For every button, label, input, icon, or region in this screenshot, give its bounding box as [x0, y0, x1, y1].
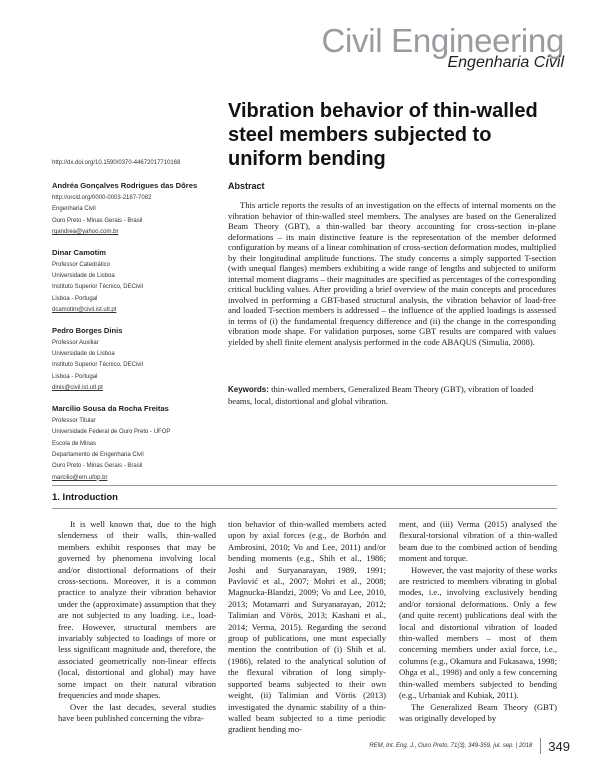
author-email[interactable]: marcilio@em.ufop.br — [52, 474, 108, 481]
journal-name: Civil Engineering — [321, 22, 564, 59]
body-column-1 — [58, 519, 216, 724]
affiliation-line: Lisboa - Portugal — [52, 295, 98, 302]
journal-masthead — [321, 22, 564, 72]
author-name: Dinar Camotim — [52, 247, 107, 257]
footer-citation: REM, Int. Eng. J., Ouro Preto, 71(3), 349-359, jul. sep. | 2018 — [369, 743, 533, 749]
page-number: 349 — [548, 738, 570, 754]
paragraph: tion behavior of thin-walled members acted upon by axial forces (e.g., de Borbón and Ambrosini, 2010; Vo and Lee, 2011) and/or bending moments (e.g., Shih et al., 1986; Joshi and Suryanarayan, 1989, 1991; Pavlović et al., 2007; Mohri et al., 2008; Magnucka-Blandzi, 2009; Vo and Lee, 2010, 2013; Motamarri and Suryanarayan, 2012; Talimian and Vörös, 2013; Kashani et al., 2014; Verma, 2015). Regarding the second group of publications, one must especially mention the contribution of (i) Shih et al. (1986), related to the analytical solution of the flexural vibration of long simply-supported beams subjected to their own weight, (ii) Talimian and Vörös (2013) investigated the dynamic stability of a thin-walled beam subjected to a time periodic gradient bending mo- — [228, 519, 386, 735]
page-footer — [369, 738, 570, 754]
author-email[interactable]: dinis@civil.ist.utl.pt — [52, 385, 103, 392]
keywords-list: thin-walled members, Generalized Beam Theory (GBT), vibration of loaded beams, local, distortional and global vibration. — [228, 384, 534, 406]
paragraph: ment, and (iii) Verma (2015) analysed the flexural-torsional vibration of a thin-walled beam due to the combined action of bending moment and torque. — [399, 519, 557, 564]
affiliation-line: Instituto Superior Técnico, DECivil — [52, 362, 143, 369]
affiliation-line: Lisboa - Portugal — [52, 373, 98, 380]
affiliation-line: Universidade Federal de Ouro Preto - UFOP — [52, 429, 171, 436]
paragraph: Over the last decades, several studies have been published concerning the vibra- — [58, 701, 216, 723]
author-name: Andréa Gonçalves Rodrigues das Dôres — [52, 181, 198, 190]
journal-subtitle: Engenharia Civil — [447, 54, 564, 71]
orcid-link[interactable]: http://orcid.org/0000-0003-2187-7082 — [52, 195, 152, 201]
footer-divider — [540, 738, 541, 754]
abstract-text: This article reports the results of an investigation on the effects of internal moments on the vibration behavior of thin-walled steel members. The analyses are based on the Generalized Beam Theory (GBT), a thin-walled bar theory accounting for cross-section in-plane deformations – its main distinctive feature is the representation of the member deformed configuration by means of a linear combination of cross-section deformation modes, multiplied by their longitudinal amplitude functions. The study concerns a simply supported T-section (with unequal flanges) members exhibiting a wide range of lengths and subjected to uniform internal moment diagrams – their magnitudes are specified as percentages of the corresponding critical buckling values. After providing a brief overview of the main concepts and procedures involved in performing a GBT-based structural analysis, the vibration behavior of load-free and loaded T-section members is addressed – the influence of the applied loadings is assessed in terms of (i) the fundamental frequency difference and (ii) the change in the corresponding vibration mode shape. For validation purposes, some GBT results are compared with values yielded by shell finite element analysis performed in the code ABAQUS (Simulia, 2008). — [228, 200, 556, 347]
author-name: Marcílio Sousa da Rocha Freitas — [52, 403, 169, 413]
keywords-label: Keywords: — [228, 385, 269, 394]
affiliation-line: Instituto Superior Técnico, DECivil — [52, 284, 143, 291]
affiliation-line: Universidade de Lisboa — [52, 351, 115, 358]
author-email[interactable]: dcamotim@civil.ist.utl.pt — [52, 307, 117, 314]
abstract-heading: Abstract — [228, 181, 265, 191]
affiliation-line: Engenharia Civil — [52, 206, 96, 213]
section-divider — [52, 485, 557, 486]
article-title: Vibration behavior of thin-walled steel members subjected to uniform bending — [228, 100, 538, 170]
author-block — [52, 326, 222, 395]
affiliation-line: Professor Catedrático — [52, 261, 111, 268]
body-column-2 — [228, 519, 386, 736]
affiliation-line: Escola de Minas — [52, 440, 97, 447]
keywords — [228, 384, 556, 406]
author-block — [52, 248, 222, 317]
paragraph: However, the vast majority of these works are restricted to members vibrating in global modes, i.e., involving exclusively bending and/or torsional deformations. Only a few (and quite recent) publications deal with the local and distortional vibration of loaded thin-walled members – most of them concerning members under axial force, i.e., columns (e.g., Okamura and Fukasawa, 1998; Ohga et al., 1998) and only a few concerning thin-walled members subjected to bending (e.g., Urbaniak and Kubiak, 2011). — [399, 564, 557, 701]
paragraph: It is well known that, due to the high slenderness of their walls, thin-walled members exhibit responses that may be governed by phenomena involving local and/or distortional deformations of their cross-sections. Moreover, it is a common practice to analyze their vibration behavior under the (approximate) assumption that they are not subjected to any loading. i.e., load-free. However, structural members are invariably subjected to loadings of more or less significant magnitude and, therefore, the associated geometrically non-linear effects (local, distortional and global) may have some impact on their natural vibration frequencies and mode shapes. — [58, 519, 216, 701]
paragraph: The Generalized Beam Theory (GBT) was originally developed by — [399, 701, 557, 723]
section-divider — [52, 508, 557, 509]
affiliation-line: Professor Auxiliar — [52, 339, 99, 346]
affiliation-line: Ouro Preto - Minas Gerais - Brasil — [52, 217, 143, 224]
body-column-3 — [399, 519, 557, 724]
author-block — [52, 404, 222, 484]
author-email[interactable]: rgandrea@yahoo.com.br — [52, 229, 119, 236]
affiliation-line: Ouro Preto - Minas Gerais - Brasil — [52, 463, 143, 470]
author-list — [52, 181, 222, 493]
author-block — [52, 181, 222, 239]
section-heading: 1. Introduction — [52, 492, 118, 503]
affiliation-line: Departamento de Engenharia Civil — [52, 451, 144, 458]
author-name: Pedro Borges Dinis — [52, 325, 123, 335]
affiliation-line: Universidade de Lisboa — [52, 273, 115, 280]
affiliation-line: Professor Titular — [52, 417, 96, 424]
doi-link[interactable]: http://dx.doi.org/10.1590/0370-44672017710168 — [52, 160, 181, 166]
